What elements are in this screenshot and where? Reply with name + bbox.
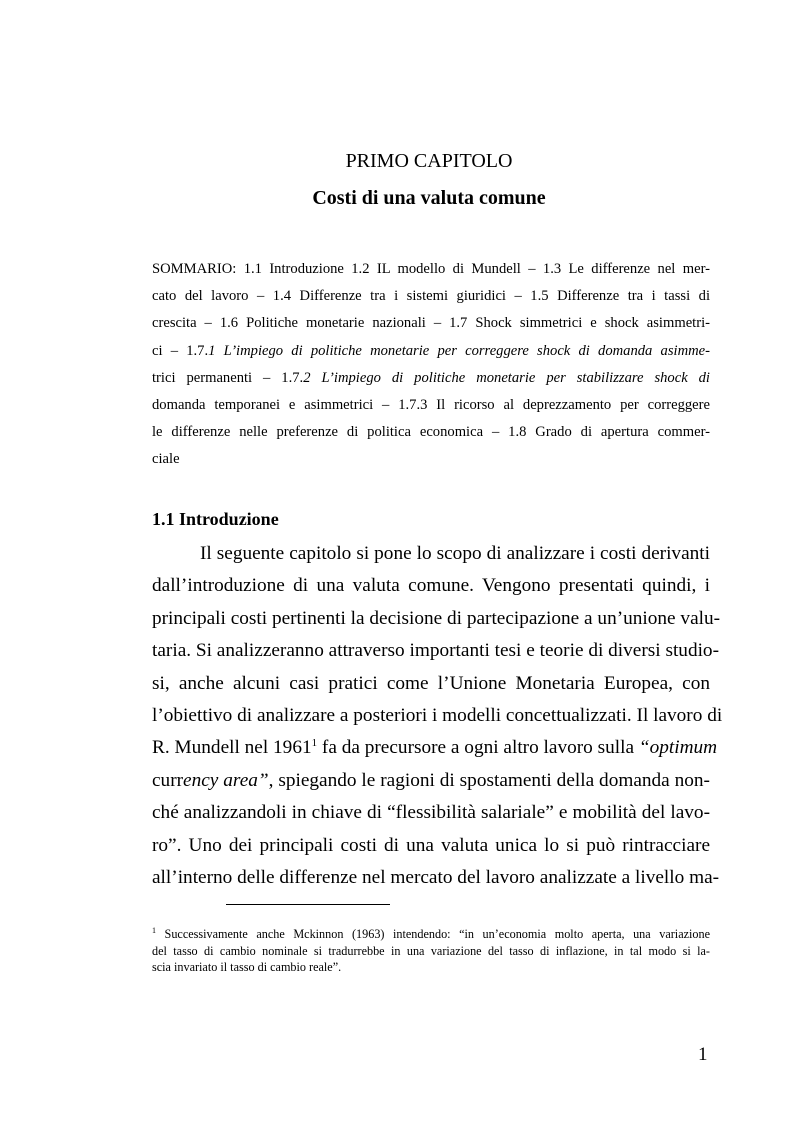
footnote-line: scia invariato il tasso di cambio reale”. <box>152 960 342 975</box>
body-line <box>152 732 718 764</box>
footnote-reference[interactable]: 1 <box>311 737 318 750</box>
summary-line: crescita – 1.6 Politiche monetarie nazionali – 1.7 Shock simmetrici e shock asimmetri- <box>152 315 710 332</box>
summary-line: le differenze nelle preferenze di politica economica – 1.8 Grado di apertura commer- <box>152 424 710 441</box>
footnote-line <box>152 926 710 943</box>
body-text: fa da precursore a ogni altro lavoro sulla <box>317 737 639 759</box>
footnote-marker: 1 <box>152 926 156 935</box>
body-italic-text: ency area” <box>183 769 269 791</box>
chapter-title: Costi di una valuta comune <box>312 187 546 209</box>
summary-italic-text: 1 L’impiego di politiche monetarie per correggere shock di domanda asimme- <box>208 342 710 359</box>
body-line: taria. Si analizzeranno attraverso importanti tesi e teorie di diversi studio- <box>152 640 719 662</box>
page-number: 1 <box>698 1044 708 1065</box>
body-line: principali costi pertinenti la decisione di partecipazione a un’unione valu- <box>152 607 721 629</box>
body-line <box>152 765 710 797</box>
summary-line <box>152 365 710 392</box>
summary-line <box>152 338 710 365</box>
summary-line: cato del lavoro – 1.4 Differenze tra i sistemi giuridici – 1.5 Differenze tra i tassi di <box>152 288 710 305</box>
summary-text: ci – 1.7. <box>152 342 209 359</box>
body-text: , spiegando le ragioni di spostamenti della domanda non- <box>268 769 710 791</box>
body-line: ché analizzandoli in chiave di “flessibilità salariale” e mobilità del lavo- <box>152 802 710 824</box>
summary-line: ciale <box>152 451 180 468</box>
section-heading: 1.1 Introduzione <box>152 509 279 529</box>
body-text: R. Mundell nel 1961 <box>152 737 312 759</box>
body-line: l’obiettivo di analizzare a posteriori i modelli concettualizzati. Il lavoro di <box>152 704 723 726</box>
footnote-line: del tasso di cambio nominale si tradurrebbe in una variazione del tasso di inflazione, in tal modo si la- <box>152 943 710 958</box>
summary-italic-text: 2 L’impiego di politiche monetarie per stabilizzare shock di <box>303 369 710 386</box>
footnote-text: Successivamente anche Mckinnon (1963) intendendo: “in un’economia molto aperta, una variazione <box>156 927 710 941</box>
footnote-separator <box>226 904 390 905</box>
body-line: si, anche alcuni casi pratici come l’Unione Monetaria Europea, con <box>152 672 710 694</box>
chapter-label: PRIMO CAPITOLO <box>345 150 513 172</box>
body-line: dall’introduzione di una valuta comune. Vengono presentati quindi, i <box>152 575 710 597</box>
footnote <box>152 926 710 976</box>
body-line: all’interno delle differenze nel mercato del lavoro analizzate a livello ma- <box>152 866 720 888</box>
body-italic-text: “optimum <box>638 737 718 759</box>
chapter-summary <box>152 256 710 474</box>
section-body <box>152 538 723 894</box>
summary-line: domanda temporanei e asimmetrici – 1.7.3 Il ricorso al deprezzamento per correggere <box>152 396 710 413</box>
summary-line: SOMMARIO: 1.1 Introduzione 1.2 IL modello di Mundell – 1.3 Le differenze nel mer- <box>152 261 710 277</box>
summary-text: trici permanenti – 1.7. <box>152 369 304 386</box>
body-text: curr <box>152 769 184 791</box>
body-line: Il seguente capitolo si pone lo scopo di analizzare i costi derivanti <box>200 543 710 564</box>
body-line: ro”. Uno dei principali costi di una valuta unica lo si può rintracciare <box>152 834 710 856</box>
